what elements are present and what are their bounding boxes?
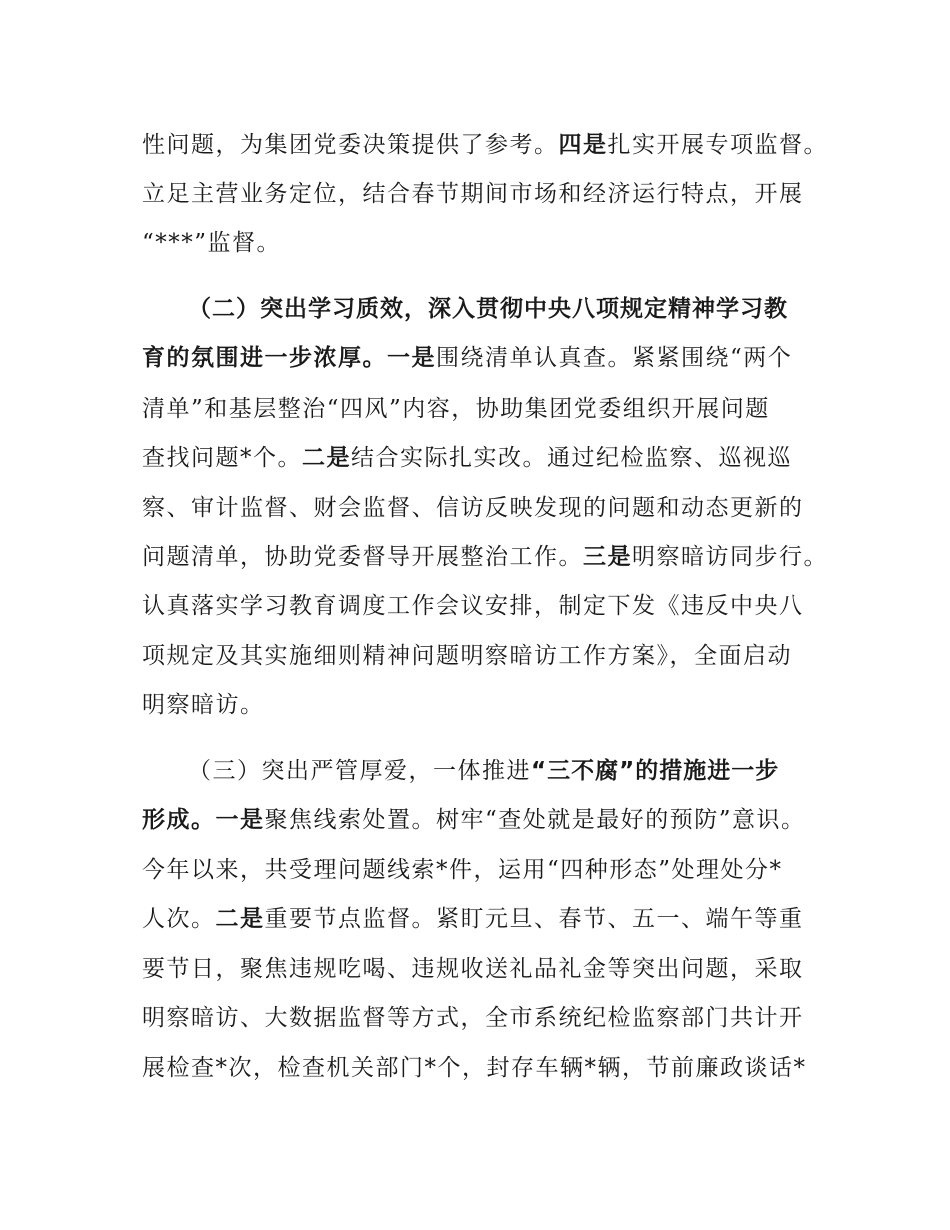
- text-line: [142, 586, 804, 626]
- text-line: [142, 488, 804, 528]
- text-line: [142, 174, 804, 214]
- text-run: 查找问题*个。: [142, 445, 302, 471]
- bold-text-run: “三不腐”的措施进一步: [531, 758, 780, 784]
- text-line: [142, 438, 792, 478]
- bold-text-run: 育的氛围进一步浓厚。: [142, 345, 387, 371]
- text-line: [142, 636, 792, 676]
- text-line: [142, 899, 804, 939]
- text-run: 今年以来，共受理问题线索*件，运用“四种形态”处理处分*: [142, 857, 783, 883]
- bold-text-run: 形成。: [142, 807, 216, 833]
- text-run: 察、审计监督、财会监督、信访反映发现的问题和动态更新的: [142, 495, 804, 521]
- text-run: 项规定及其实施细则精神问题明察暗访工作方案》，全面启动: [142, 643, 792, 669]
- text-run: 要节日，聚焦违规吃喝、违规收送礼品礼金等突出问题，采取: [142, 956, 804, 982]
- text-line: [142, 850, 783, 890]
- bold-text-run: 二是: [215, 906, 265, 932]
- text-run: 人次。: [142, 906, 216, 932]
- bold-text-run: 三是: [583, 544, 632, 570]
- text-run: 立足主营业务定位，结合春节期间市场和经济运行特点，开展: [142, 181, 804, 207]
- text-run: 明察暗访同步行。: [632, 544, 828, 570]
- bold-text-run: 二是: [302, 445, 351, 471]
- bold-text-run: （二）突出学习质效，深入贯彻中央八项规定精神学习教: [188, 296, 788, 322]
- text-run: 认真落实学习教育调度工作会议安排，制定下发《违反中央八: [142, 593, 804, 619]
- text-run: 明察暗访、大数据监督等方式，全市系统纪检监察部门共计开: [142, 1005, 804, 1031]
- text-line: [142, 800, 806, 840]
- text-line: [142, 338, 792, 378]
- bold-text-run: 四是: [558, 132, 608, 158]
- text-run: 重要节点监督。紧盯元旦、春节、五一、端午等重: [264, 906, 804, 932]
- text-run: 清单”和基层整治“四风”内容，协助集团党委组织开展问题: [142, 396, 770, 422]
- text-run: 明察暗访。: [142, 692, 265, 718]
- text-run: （三）突出严管厚爱，一体推进: [188, 758, 531, 784]
- text-line: [142, 685, 265, 725]
- text-line: [142, 949, 804, 989]
- text-line: [142, 389, 770, 429]
- bold-text-run: 一是: [215, 807, 265, 833]
- text-run: “***”监督。: [142, 230, 282, 256]
- section-heading-2: [188, 289, 788, 329]
- text-line: [142, 223, 281, 263]
- text-run: 围绕清单认真查。紧紧围绕“两个: [436, 345, 793, 371]
- text-line: [142, 998, 804, 1038]
- text-line: [142, 125, 828, 165]
- bold-text-run: 一是: [387, 345, 436, 371]
- text-line: [142, 1048, 807, 1088]
- text-run: 结合实际扎实改。通过纪检监察、巡视巡: [351, 445, 792, 471]
- text-line: [142, 537, 828, 577]
- text-run: 性问题，为集团党委决策提供了参考。: [142, 132, 559, 158]
- text-run: 展检查*次，检查机关部门*个，封存车辆*辆，节前廉政谈话*: [142, 1055, 807, 1081]
- text-run: 聚焦线索处置。树牢“查处就是最好的预防”意识。: [264, 807, 806, 833]
- section-heading-3: [188, 751, 779, 791]
- text-run: 问题清单，协助党委督导开展整治工作。: [142, 544, 583, 570]
- text-run: 扎实开展专项监督。: [607, 132, 828, 158]
